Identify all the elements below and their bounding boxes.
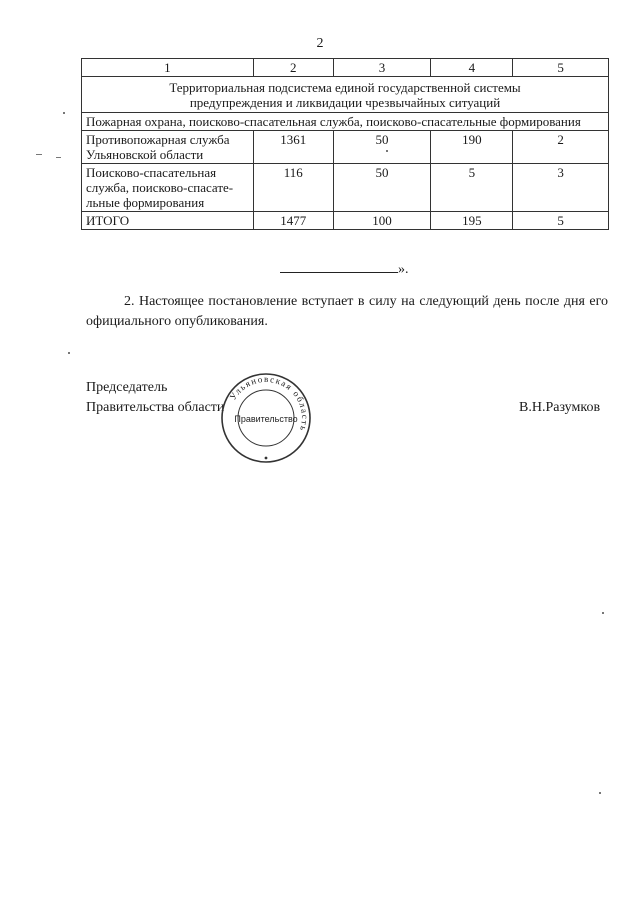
seal-center-text: Правительство [234, 414, 298, 424]
seal-ring-text: Ульяновская область [227, 373, 311, 434]
row-value: 50 [333, 131, 431, 164]
official-seal [214, 372, 318, 464]
row-name-line2: Ульяновской области [86, 147, 204, 162]
header-cell: 2 [253, 59, 333, 77]
section-row [82, 77, 609, 113]
table-row [82, 164, 609, 212]
personnel-table [81, 58, 609, 230]
total-label: ИТОГО [82, 212, 254, 230]
row-name [82, 131, 254, 164]
row-name-line1: Поисково-спасательная [86, 165, 217, 180]
scan-speck [36, 154, 42, 155]
scan-speck [599, 792, 601, 794]
table-row [82, 131, 609, 164]
row-name-line1: Противопожарная служба [86, 132, 230, 147]
row-name-line3: льные формирования [86, 195, 205, 210]
group-title: Пожарная охрана, поисково-спасательная служба, поисково-спасательные формирования [82, 113, 609, 131]
header-cell: 1 [82, 59, 254, 77]
total-value: 1477 [253, 212, 333, 230]
closing-mark: ». [398, 262, 409, 277]
signatory-title [86, 378, 224, 418]
section-title-line1: Территориальная подсистема единой государственной системы [169, 80, 521, 95]
row-value: 50 [333, 164, 431, 212]
total-value: 5 [513, 212, 609, 230]
section-title-line2: предупреждения и ликвидации чрезвычайных ситуаций [189, 95, 501, 110]
scan-speck [602, 612, 604, 614]
total-value: 195 [431, 212, 513, 230]
page-number: 2 [316, 36, 324, 51]
blank-line [280, 260, 398, 273]
header-cell: 4 [431, 59, 513, 77]
header-cell: 3 [333, 59, 431, 77]
row-value: 116 [253, 164, 333, 212]
group-row [82, 113, 609, 131]
svg-text:Ульяновская область [228, 374, 310, 433]
header-cell: 5 [513, 59, 609, 77]
signatory-name: В.Н.Разумков [519, 400, 601, 415]
closing-quote [280, 260, 409, 278]
table-header-row [82, 59, 609, 77]
total-row [82, 212, 609, 230]
row-name [82, 164, 254, 212]
row-value: 1361 [253, 131, 333, 164]
total-value: 100 [333, 212, 431, 230]
effective-date-paragraph: 2. Настоящее постановление вступает в силу на следующий день после дня его официального опубликования. [86, 294, 608, 329]
section-title [82, 77, 609, 113]
scan-speck [386, 150, 388, 152]
signatory-title-line1: Председатель [86, 380, 168, 395]
row-value: 2 [513, 131, 609, 164]
scan-speck [63, 112, 65, 114]
row-value: 5 [431, 164, 513, 212]
scan-speck [68, 352, 70, 354]
row-value: 190 [431, 131, 513, 164]
scan-speck [56, 157, 61, 158]
row-value: 3 [513, 164, 609, 212]
row-name-line2: служба, поисково-спасате- [86, 180, 234, 195]
signatory-title-line2: Правительства области [86, 400, 225, 415]
